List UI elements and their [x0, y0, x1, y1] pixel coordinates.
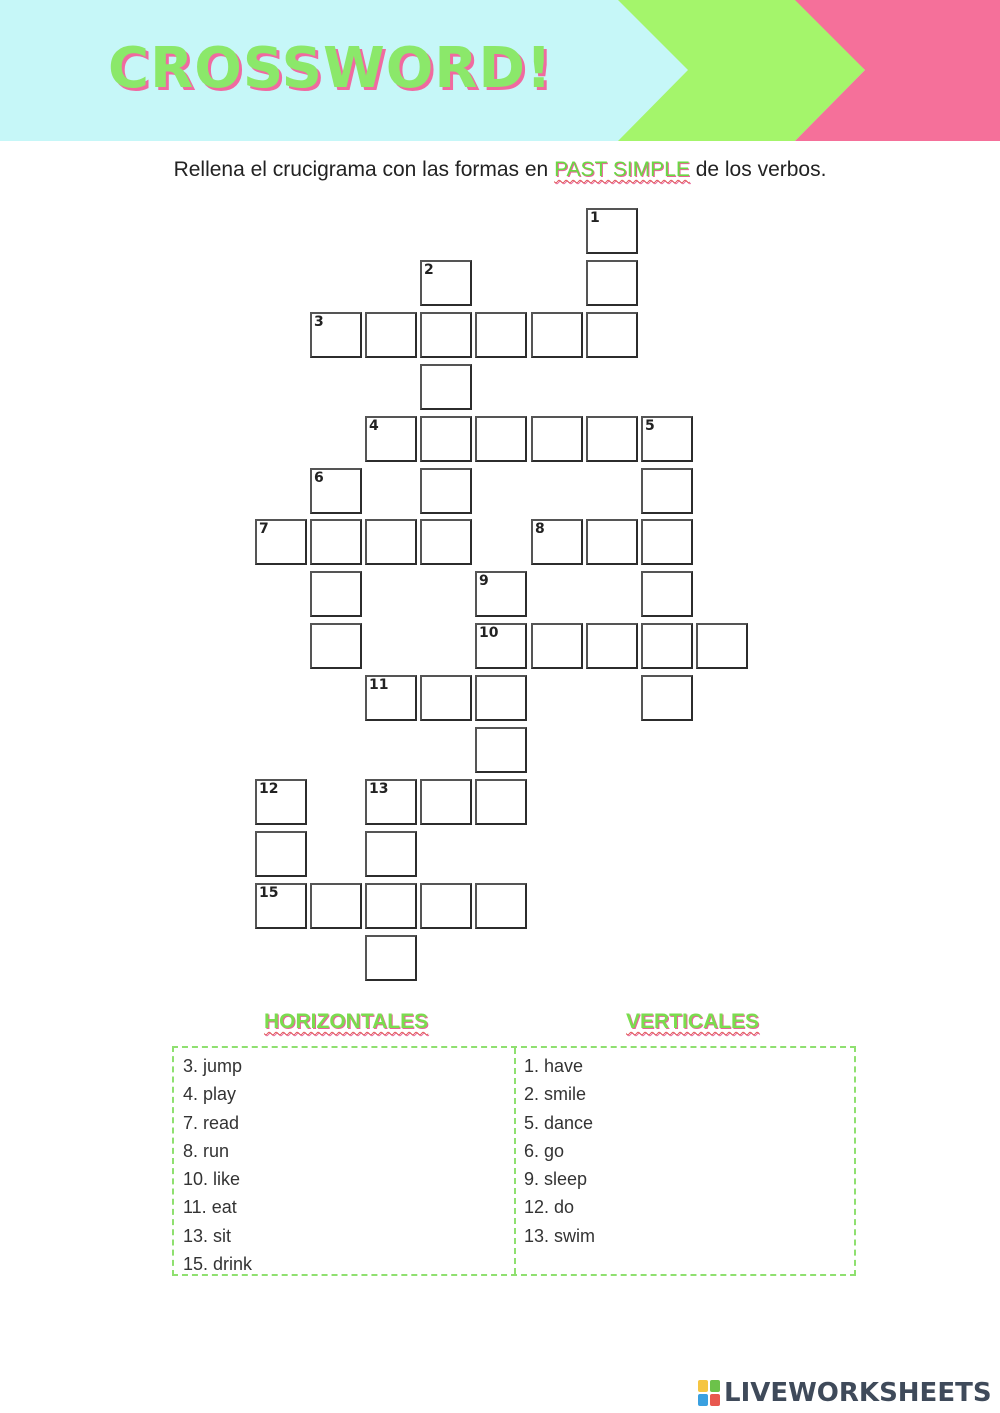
crossword-cell[interactable]: [420, 675, 472, 721]
down-clue: 2. smile: [524, 1084, 587, 1105]
liveworksheets-logo-icon: [698, 1380, 720, 1406]
crossword-cell[interactable]: [255, 883, 307, 929]
crossword-cell[interactable]: [641, 468, 693, 514]
crossword-cell[interactable]: [641, 416, 693, 462]
crossword-cell[interactable]: [586, 623, 638, 669]
crossword-cell[interactable]: [475, 571, 527, 617]
crossword-cell[interactable]: [586, 416, 638, 462]
clue-number: 1: [590, 210, 600, 226]
clue-number: 4: [369, 418, 379, 434]
crossword-cell[interactable]: [420, 468, 472, 514]
down-clue: 6. go: [524, 1140, 565, 1161]
clues-box: [172, 1046, 856, 1276]
crossword-cell[interactable]: [475, 675, 527, 721]
crossword-cell[interactable]: [586, 260, 638, 306]
clue-number: 10: [479, 625, 499, 641]
crossword-cell[interactable]: [365, 779, 417, 825]
clues-divider: [514, 1048, 516, 1274]
crossword-cell[interactable]: [310, 519, 362, 565]
down-clue: 13. swim: [524, 1225, 596, 1246]
liveworksheets-logo: [698, 1377, 992, 1409]
crossword-cell[interactable]: [531, 416, 583, 462]
across-clue: 13. sit: [183, 1225, 232, 1246]
crossword-cell[interactable]: [420, 416, 472, 462]
crossword-cell[interactable]: [365, 416, 417, 462]
clue-number: 5: [645, 418, 655, 434]
crossword-cell[interactable]: [365, 883, 417, 929]
across-clues-list: [183, 1052, 252, 1278]
across-clue: 10. like: [183, 1169, 241, 1190]
crossword-cell[interactable]: [696, 623, 748, 669]
crossword-cell[interactable]: [586, 312, 638, 358]
crossword-cell[interactable]: [310, 312, 362, 358]
crossword-cell[interactable]: [255, 519, 307, 565]
crossword-cell[interactable]: [365, 312, 417, 358]
crossword-cell[interactable]: [531, 519, 583, 565]
crossword-cell[interactable]: [641, 623, 693, 669]
clue-number: 13: [369, 781, 389, 797]
clue-number: 3: [314, 314, 324, 330]
down-clue: 9. sleep: [524, 1169, 588, 1190]
crossword-cell[interactable]: [310, 571, 362, 617]
page-title: CROSSWORD!: [108, 36, 553, 101]
crossword-cell[interactable]: [475, 883, 527, 929]
crossword-cell[interactable]: [420, 883, 472, 929]
crossword-cell[interactable]: [641, 519, 693, 565]
clue-number: 15: [259, 885, 279, 901]
across-clue: 11. eat: [183, 1197, 237, 1218]
across-clue: 4. play: [183, 1084, 237, 1105]
crossword-cell[interactable]: [586, 519, 638, 565]
crossword-cell[interactable]: [365, 519, 417, 565]
instructions: [0, 158, 1000, 182]
crossword-cell[interactable]: [475, 623, 527, 669]
across-heading: HORIZONTALES: [264, 1010, 429, 1033]
crossword-cell[interactable]: [365, 675, 417, 721]
down-clue: 12. do: [524, 1197, 575, 1218]
crossword-cell[interactable]: [310, 623, 362, 669]
down-clues-list: [524, 1052, 595, 1250]
instructions-text-end: de los verbos.: [689, 158, 827, 181]
crossword-cell[interactable]: [475, 779, 527, 825]
clue-number: 12: [259, 781, 279, 797]
crossword-cell[interactable]: [365, 831, 417, 877]
crossword-cell[interactable]: [310, 468, 362, 514]
clue-number: 6: [314, 470, 324, 486]
crossword-cell[interactable]: [255, 831, 307, 877]
instructions-text: Rellena el crucigrama con las formas en: [173, 158, 555, 181]
across-clue: 7. read: [183, 1112, 240, 1133]
across-clue: 15. drink: [183, 1254, 253, 1275]
across-clue: 8. run: [183, 1140, 230, 1161]
crossword-cell[interactable]: [475, 727, 527, 773]
crossword-cell[interactable]: [531, 312, 583, 358]
crossword-cell[interactable]: [310, 883, 362, 929]
crossword-cell[interactable]: [420, 364, 472, 410]
crossword-cell[interactable]: [420, 260, 472, 306]
down-clue: 5. dance: [524, 1112, 594, 1133]
crossword-cell[interactable]: [420, 519, 472, 565]
clue-number: 11: [369, 677, 389, 693]
crossword-cell[interactable]: [475, 312, 527, 358]
crossword-cell[interactable]: [420, 779, 472, 825]
crossword-cell[interactable]: [641, 571, 693, 617]
clue-number: 8: [535, 521, 545, 537]
crossword-cell[interactable]: [586, 208, 638, 254]
crossword-cell[interactable]: [531, 623, 583, 669]
crossword-cell[interactable]: [641, 675, 693, 721]
down-clue: 1. have: [524, 1056, 584, 1076]
down-heading: VERTICALES: [626, 1010, 760, 1033]
past-simple-highlight: PAST SIMPLE: [554, 158, 690, 181]
crossword-cell[interactable]: [475, 416, 527, 462]
clue-number: 9: [479, 573, 489, 589]
crossword-cell[interactable]: [420, 312, 472, 358]
across-clue: 3. jump: [183, 1056, 243, 1076]
clue-number: 2: [424, 262, 434, 278]
clue-number: 7: [259, 521, 269, 537]
logo-text: LIVEWORKSHEETS: [724, 1378, 992, 1408]
crossword-cell[interactable]: [365, 935, 417, 981]
crossword-cell[interactable]: [255, 779, 307, 825]
